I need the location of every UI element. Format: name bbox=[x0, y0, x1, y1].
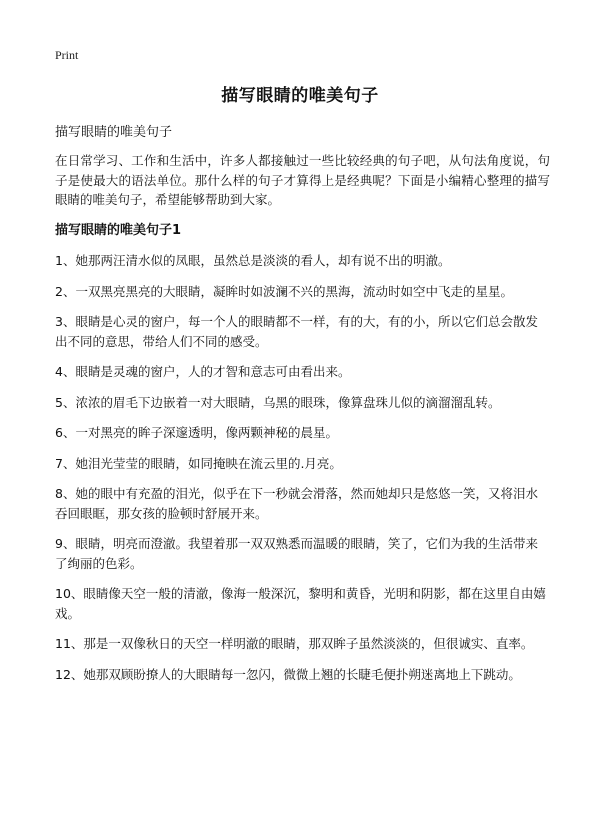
list-item: 4、眼睛是灵魂的窗户，人的才智和意志可由看出来。 bbox=[55, 364, 351, 379]
article-body bbox=[55, 151, 550, 695]
list-item: 10、眼睛像天空一般的清澈，像海一般深沉，黎明和黄昏，光明和阴影，都在这里自由嬉戏。 bbox=[55, 586, 546, 621]
page-title: 描写眼睛的唯美句子 bbox=[221, 86, 379, 106]
intro-paragraph: 在日常学习、工作和生活中，许多人都接触过一些比较经典的句子吧，从句法角度说，句子是使最大的语法单位。那什么样的句子才算得上是经典呢？下面是小编精心整理的描写眼睛的唯美句子，希望能够帮助到大家。 bbox=[55, 153, 550, 207]
list-item: 3、眼睛是心灵的窗户，每一个人的眼睛都不一样，有的大，有的小，所以它们总会散发出不同的意思，带给人们不同的感受。 bbox=[55, 314, 538, 349]
list-item: 8、她的眼中有充盈的泪光，似乎在下一秒就会滑落，然而她却只是悠悠一笑，又将泪水吞回眼眶，那女孩的脸顿时舒展开来。 bbox=[55, 486, 538, 521]
section-heading: 描写眼睛的唯美句子1 bbox=[55, 222, 182, 238]
list-item: 7、她泪光莹莹的眼睛，如同掩映在流云里的.月亮。 bbox=[55, 455, 342, 471]
list-item: 12、她那双顾盼撩人的大眼睛每一忽闪，微微上翘的长睫毛便扑朔迷离地上下跳动。 bbox=[55, 666, 521, 682]
list-item: 5、浓浓的眉毛下边嵌着一对大眼睛，乌黑的眼珠，像算盘珠儿似的滴溜溜乱转。 bbox=[55, 394, 501, 410]
print-link[interactable]: Print bbox=[55, 48, 79, 62]
list-item: 11、那是一双像秋日的天空一样明澈的眼睛，那双眸子虽然淡淡的，但很诚实、直率。 bbox=[55, 636, 534, 651]
list-item: 1、她那两汪清水似的凤眼，虽然总是淡淡的看人，却有说不出的明澈。 bbox=[55, 253, 451, 268]
list-item: 2、一双黑亮黑亮的大眼睛，凝眸时如波澜不兴的黑海，流动时如空中飞走的星星。 bbox=[55, 283, 513, 299]
list-item: 6、一对黑亮的眸子深邃透明，像两颗神秘的晨星。 bbox=[55, 425, 338, 440]
article-subtitle: 描写眼睛的唯美句子 bbox=[55, 125, 173, 140]
list-item: 9、眼睛，明亮而澄澈。我望着那一双双熟悉而温暖的眼睛，笑了，它们为我的生活带来了绚丽的色彩。 bbox=[55, 536, 538, 571]
